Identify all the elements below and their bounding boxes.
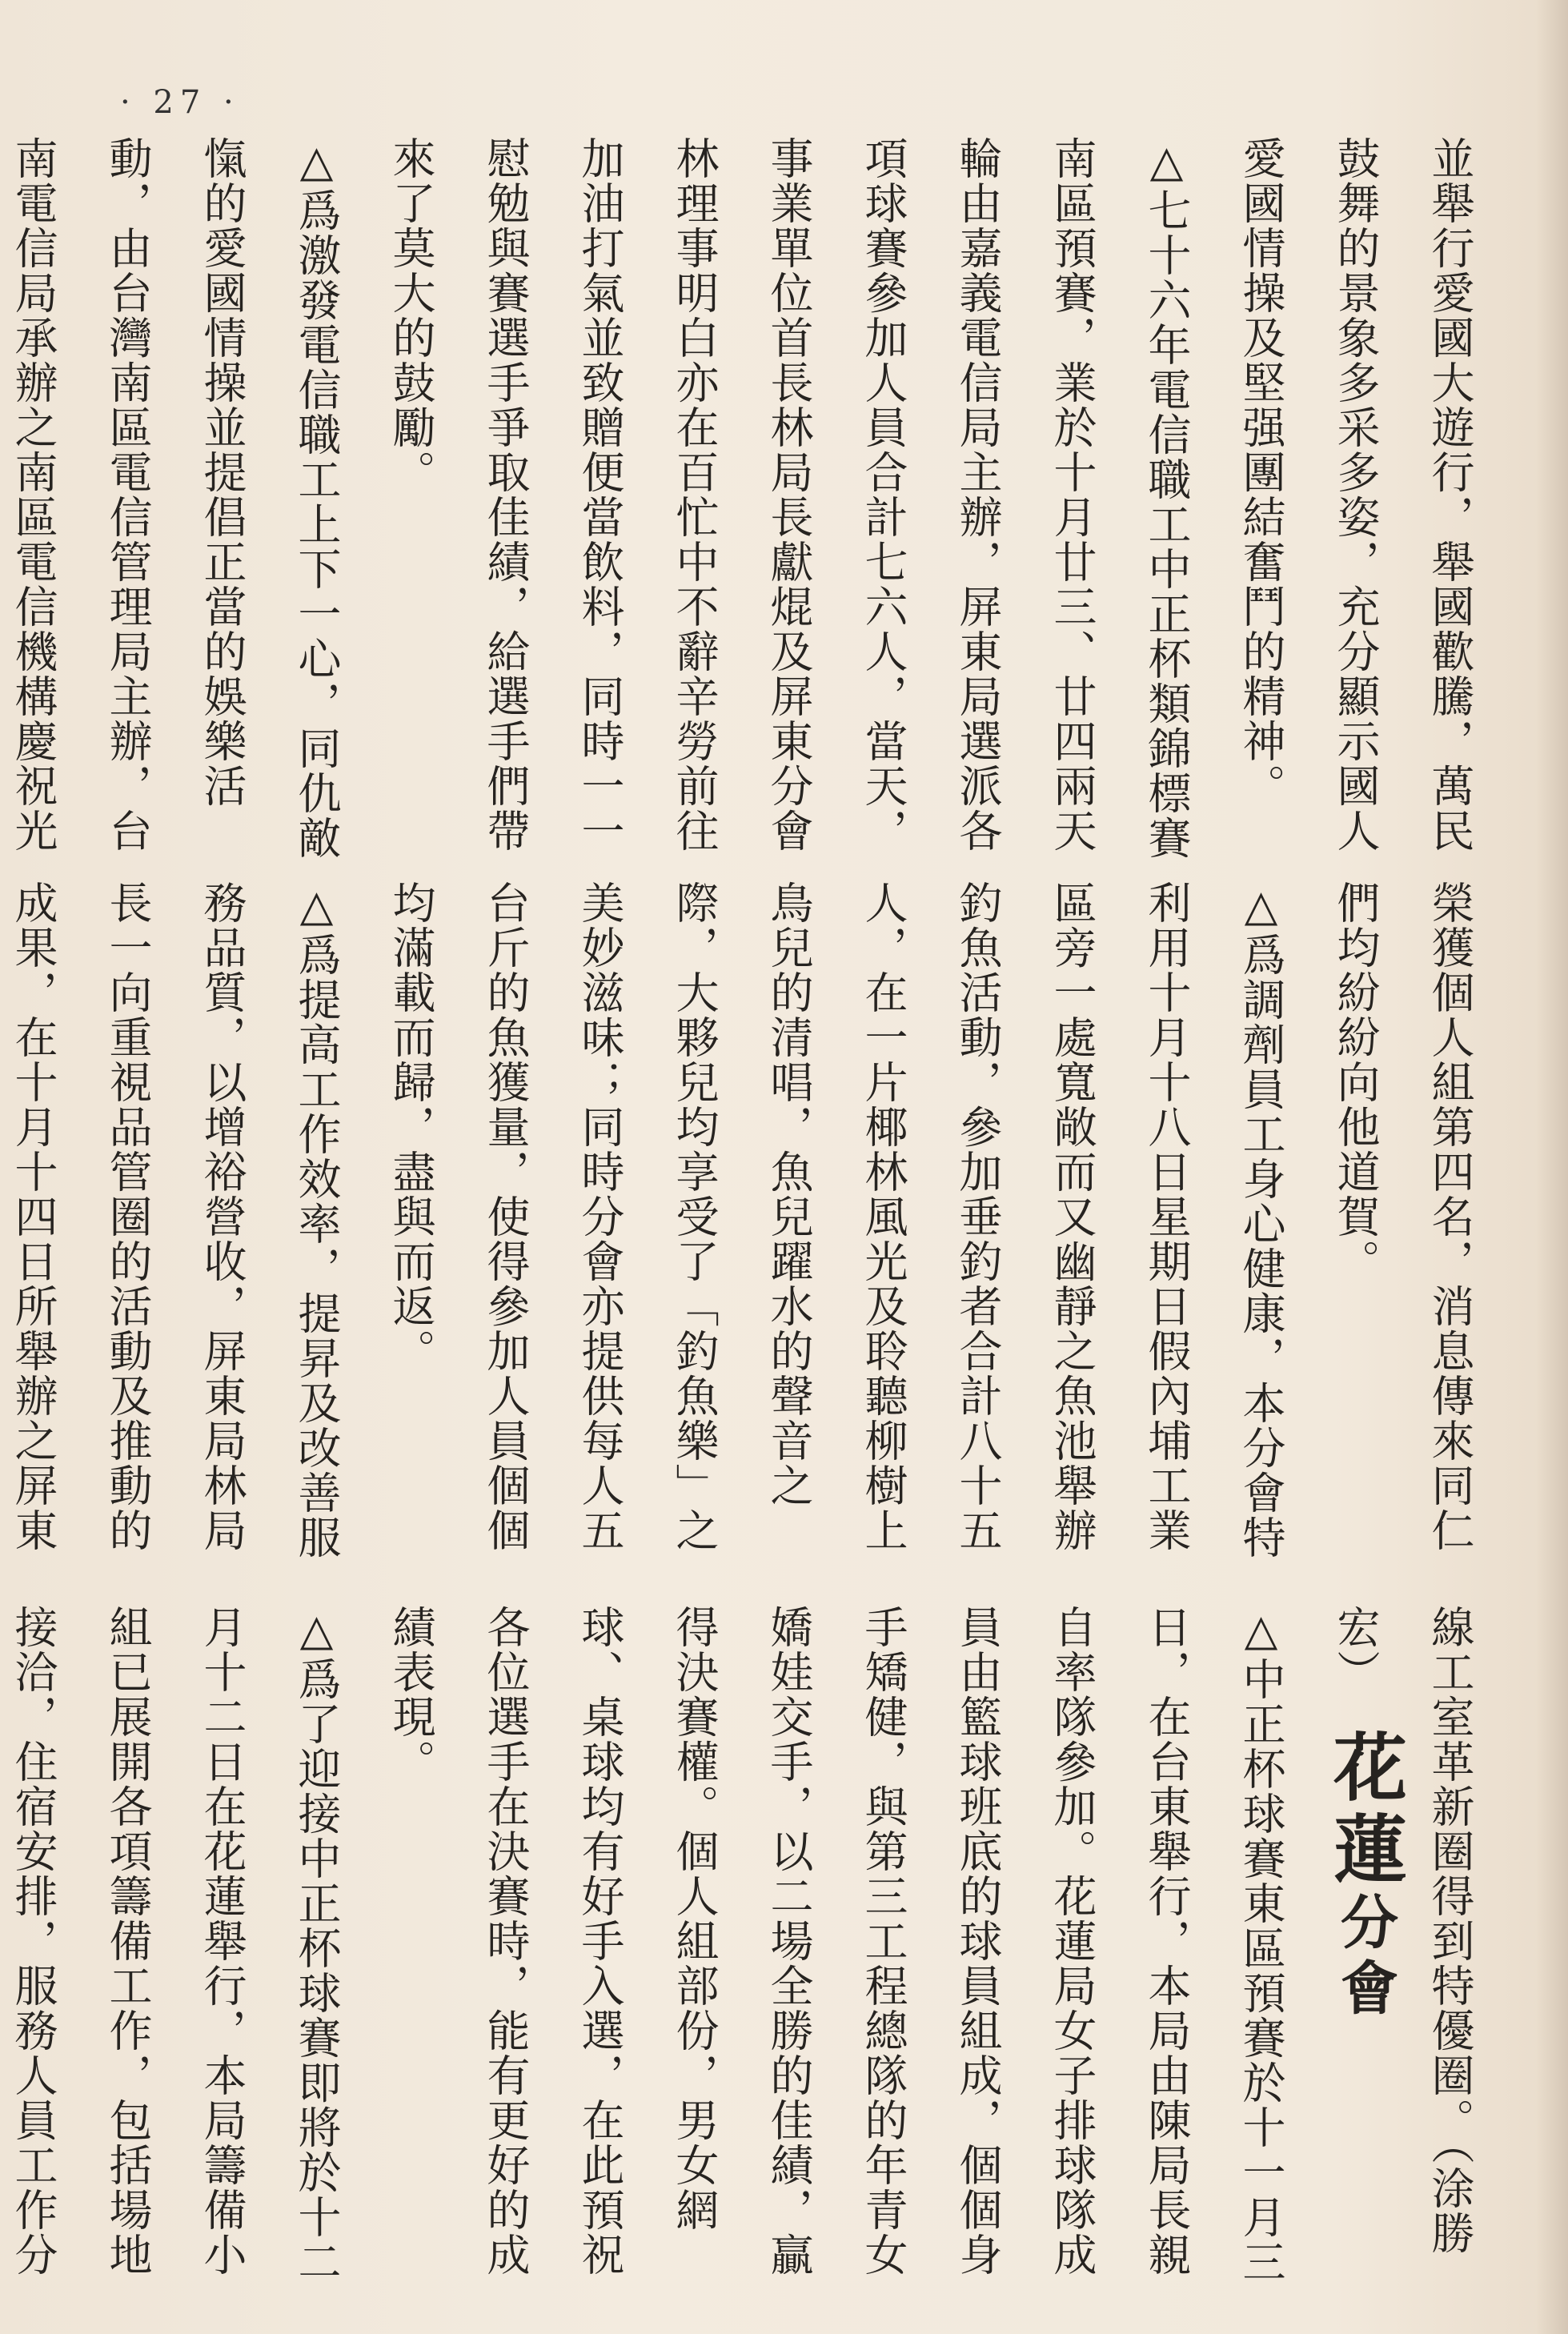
paragraph: 線工室革新圈得到特優圈。（涂勝宏）: [1330, 1605, 1475, 2256]
paragraph: △七十六年電信職工中正杯類錦標賽南區預賽，業於十月廿三、廿四兩天輪由嘉義電信局主辦，屏東局選派各項球賽參加人員合計七六人，當天，事業單位首長林局長獻焜及屏東分會林理事明白亦在百忙中不辭辛勞前往加油打氣並致贈便當飲料，同時一一慰勉與賽選手爭取佳績，給選手們帶來了莫大的鼓勵。: [386, 136, 1192, 860]
paragraph: △爲激發電信職工上下一心，同仇敵愾的愛國情操並提倡正當的娛樂活動，由台灣南區電信管理局主辦，台南電信局承辦之南區電信機構慶祝光: [8, 136, 342, 860]
paragraph: △爲提高工作效率，提昇及改善服務品質，以增裕營收，屏東局林局長一向重視品管圈的活動及推動的成果，在十月十四日所舉辦之屏東: [8, 880, 342, 1560]
paragraph: △中正杯球賽東區預賽於十一月三日，在台東舉行，本局由陳局長親自率隊參加。花蓮局女子排球隊成員由籃球班底的球員組成，個個身手矯健，與第三工程總隊的年青女嬌娃交手，以二場全勝的佳績，贏得決賽權。個人組部份，男女網球、桌球均有好手入選，在此預祝各位選手在決賽時，能有更好的成績表現。: [386, 1605, 1286, 2284]
middle-text-block: [8, 880, 1497, 1577]
paragraph: 榮獲個人組第四名，消息傳來同仁們均紛紛向他道賀。: [1330, 880, 1475, 1553]
paragraph: △爲調劑員工身心健康，本分會特利用十月十八日星期日假內埔工業區旁一處寬敞而又幽靜之魚池舉辦釣魚活動，參加垂釣者合計八十五人，在一片椰林風光及聆聽柳樹上鳥兒的清唱，魚兒躍水的聲音之際，大夥兒均享受了「釣魚樂」之美妙滋味；同時分會亦提供每人五台斤的魚獲量，使得參加人員個個均滿載而歸，盡與而返。: [386, 880, 1286, 1560]
page-number: · 27 ·: [120, 84, 240, 121]
section-heading-main: 花蓮: [1321, 1729, 1408, 1892]
bottom-text-block: [8, 1605, 1497, 2285]
binding-shadow: [1536, 0, 1568, 2334]
section-heading-sub: 分會: [1331, 1892, 1399, 2023]
section-heading: [1321, 1729, 1409, 2023]
top-text-block: [8, 136, 1497, 872]
paragraph: 並舉行愛國大遊行，舉國歡騰，萬民鼓舞的景象多采多姿，充分顯示國人愛國情操及堅强團結奮鬥的精神。: [1236, 136, 1475, 853]
paragraph: △爲了迎接中正杯球賽即將於十二月十二日在花蓮舉行，本局籌備小組已展開各項籌備工作，包括場地接洽，住宿安排，服務人員工作分: [8, 1605, 342, 2284]
